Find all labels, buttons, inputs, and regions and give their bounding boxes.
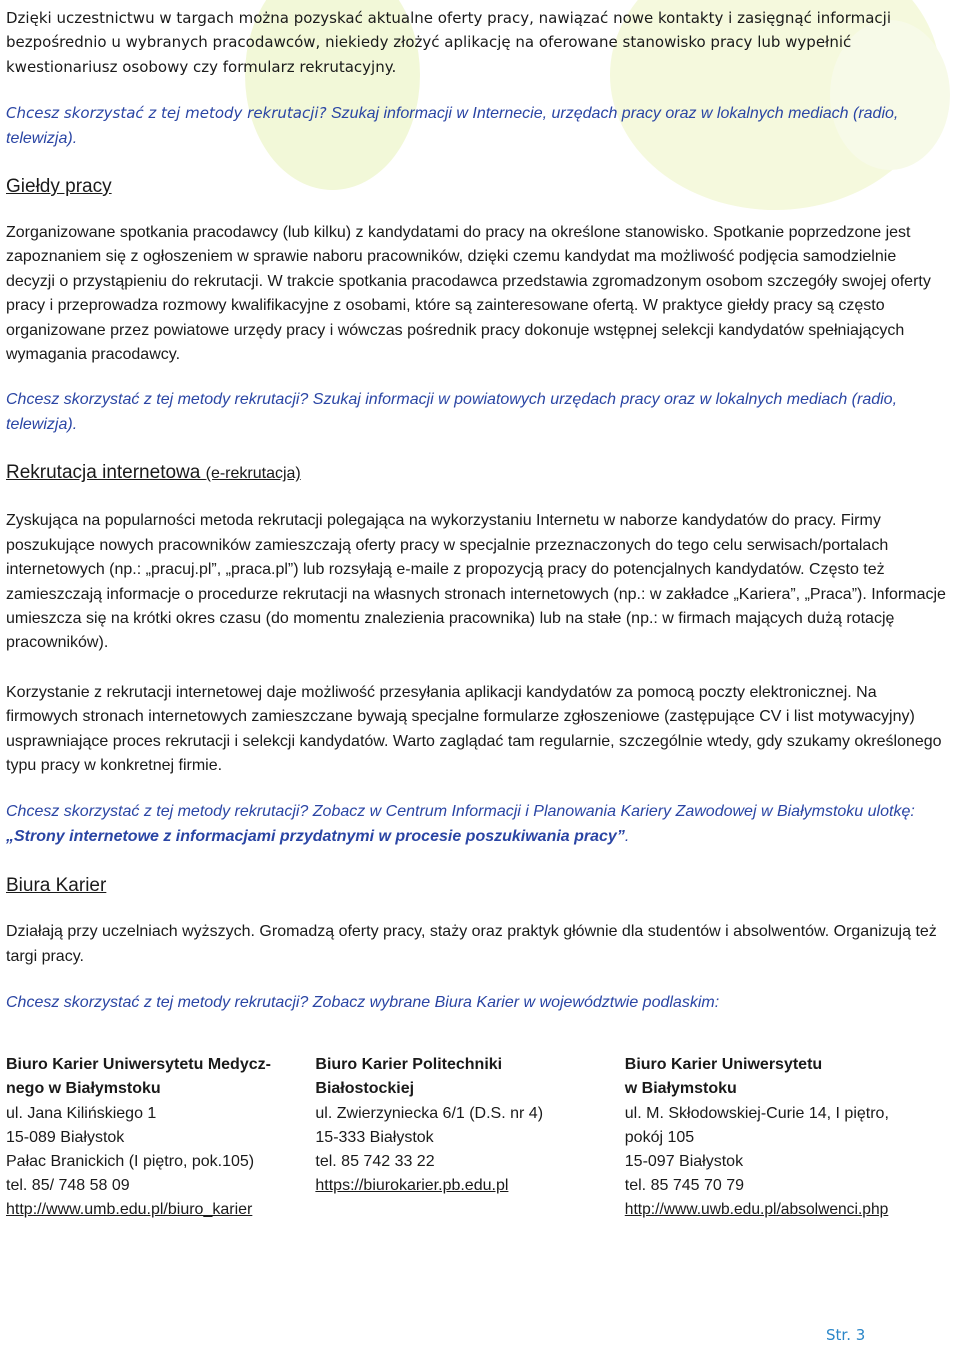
intro-paragraph: Dzięki uczestnictwu w targach można pozyskać aktualne oferty pracy, nawiązać nowe kontakty i zasięgnąć informacji bezpośrednio u wybranych pracodawców, niekiedy złożyć aplikację na oferowane stanowisko pracy lub wypełnić kwestionariusz osobowy czy formularz rekrutacyjny.: [6, 9, 892, 76]
office-name: nego w Białymstoku: [6, 1080, 161, 1098]
biura-paragraph: Działają przy uczelniach wyższych. Gromadzą oferty pracy, staży oraz praktyk głównie dla studentów i absolwentów. Organizują też targi pracy.: [6, 923, 937, 965]
page-number: Str. 3: [826, 1326, 866, 1344]
office-address: 15-089 Białystok: [6, 1128, 125, 1146]
document-page: [6, 6, 946, 1222]
cta-text: Szukaj informacji w Internecie, urzędach pracy oraz w lokalnych mediach (radio, telewizja).: [6, 105, 899, 147]
office-card: [6, 1053, 315, 1222]
office-address: Pałac Branickich (I piętro, pok.105): [6, 1152, 255, 1170]
heading-suffix: (e-rekrutacja): [205, 465, 301, 483]
office-name: Biuro Karier Politechniki: [315, 1056, 503, 1074]
gieldy-cta: Chcesz skorzystać z tej metody rekrutacji? Szukaj informacji w powiatowych urzędach pracy oraz w lokalnych mediach (radio, telewizja).: [6, 391, 898, 433]
cta-end: .: [624, 827, 630, 845]
office-address: ul. M. Skłodowskiej-Curie 14, I piętro,: [624, 1104, 889, 1122]
office-address: ul. Zwierzyniecka 6/1 (D.S. nr 4): [315, 1104, 544, 1122]
biura-cta: Chcesz skorzystać z tej metody rekrutacji? Zobacz wybrane Biura Karier w województwie podlaskim:: [6, 993, 720, 1011]
office-address: 15-333 Białystok: [315, 1128, 434, 1146]
heading-text: Rekrutacja internetowa: [6, 462, 206, 484]
office-link[interactable]: http://www.uwb.edu.pl/absolwenci.php: [624, 1200, 889, 1218]
career-offices: [6, 1053, 946, 1222]
office-address: pokój 105: [624, 1128, 695, 1146]
internet-cta: [6, 800, 946, 849]
office-name: w Białymstoku: [624, 1080, 737, 1098]
cta-lead: Chcesz skorzystać z tej metody rekrutacji?: [6, 104, 327, 123]
office-name: Biuro Karier Uniwersytetu Medycz-: [6, 1056, 271, 1074]
office-link[interactable]: http://www.umb.edu.pl/biuro_karier: [6, 1200, 253, 1218]
office-card: [315, 1053, 624, 1222]
internet-paragraph-1: Zyskująca na popularności metoda rekrutacji polegająca na wykorzystaniu Internetu w naborze kandydatów do pracy. Firmy poszukujące nowych pracowników zamieszczają oferty pracy w specjalnie przeznaczonych do tego celu serwisach/portalach internetowych (np.: „pracuj.pl”, „praca.pl”) lub rozsyłają e-maile z propozycją pracy do potencjalnych kandydatów. Często też zamieszczają informacje o procedurze rekrutacji na własnych stronach internetowych (np.: w zakładce „Kariera”, „Praca”). Informacje umieszcza się na krótki okres czasu (do momentu znalezienia pracownika) lub na stałe (np.: w firmach mających dużą rotację pracowników).: [6, 512, 946, 652]
office-phone: tel. 85 742 33 22: [315, 1152, 435, 1170]
office-card: [625, 1053, 946, 1222]
section-heading-internet: [6, 461, 946, 486]
cta-text: Chcesz skorzystać z tej metody rekrutacji? Zobacz w Centrum Informacji i Planowania Kariery Zawodowej w Białymstoku ulotkę:: [6, 803, 915, 821]
office-phone: tel. 85/ 748 58 09: [6, 1176, 130, 1194]
office-phone: tel. 85 745 70 79: [624, 1176, 744, 1194]
gieldy-paragraph: Zorganizowane spotkania pracodawcy (lub kilku) z kandydatami do pracy na określone stanowisko. Spotkanie poprzedzone jest zapoznaniem się z ogłoszeniem w sprawie naboru pracowników, dzięki czemu kandydat ma możliwość podjęcia samodzielnie decyzji o przystąpieniu do rekrutacji. W trakcie spotkania pracodawca przedstawia zgromadzonym osobom szczegóły swojej oferty pracy i przeprowadza rozmowy kwalifikacyjne z osobami, które są zainteresowane ofertą. W praktyce giełdy pracy są często organizowane przez powiatowe urzędy pracy i wówczas pośrednik pracy dokonuje wstępnej selekcji kandydatów spełniających wymagania pracodawcy.: [6, 224, 931, 364]
office-link[interactable]: https://biurokarier.pb.edu.pl: [315, 1176, 509, 1194]
office-address: 15-097 Białystok: [624, 1152, 744, 1170]
leaflet-title: „Strony internetowe z informacjami przydatnymi w procesie poszukiwania pracy”: [6, 827, 625, 845]
section-heading-gieldy: Giełdy pracy: [6, 176, 112, 198]
cta-paragraph: [6, 101, 946, 151]
office-name: Biuro Karier Uniwersytetu: [624, 1056, 823, 1074]
office-address: ul. Jana Kilińskiego 1: [6, 1104, 157, 1122]
internet-paragraph-2: Korzystanie z rekrutacji internetowej daje możliwość przesyłania aplikacji kandydatów za pomocą poczty elektronicznej. Na firmowych stronach internetowych zamieszczane bywają specjalne formularze zgłoszeniowe (zastępujące CV i list motywacyjny) usprawniające proces rekrutacji i selekcji kandydatów. Warto zaglądać tam regularnie, szczególnie wtedy, gdy szukamy określonego typu pracy w konkretnej firmie.: [6, 683, 942, 774]
section-heading-biura: Biura Karier: [6, 875, 107, 897]
office-name: Białostockiej: [315, 1080, 415, 1098]
